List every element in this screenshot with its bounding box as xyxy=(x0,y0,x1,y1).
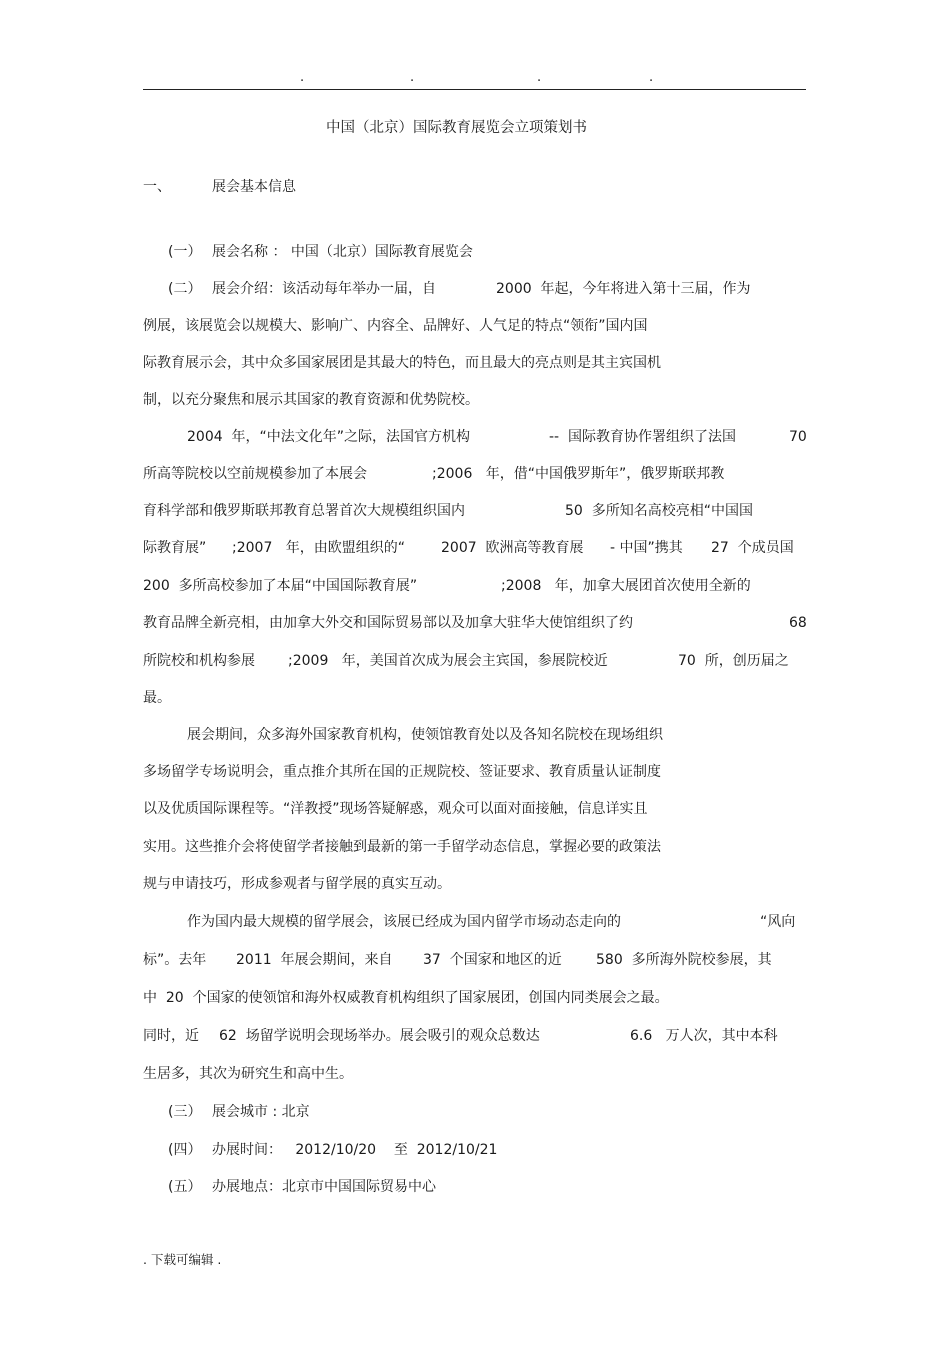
text-segment: 50 多所知名高校亮相“中国国 xyxy=(565,503,753,519)
text-segment: 70 xyxy=(789,429,807,445)
text-segment: 际教育展” xyxy=(143,540,207,556)
text-segment: 2000 年起，今年将进入第十三届，作为 xyxy=(496,281,751,297)
text-segment: 62 场留学说明会现场举办。展会吸引的观众总数达 xyxy=(219,1028,540,1044)
text-line: 规与申请技巧，形成参观者与留学展的真实互动。 xyxy=(143,876,451,892)
header-dot: . xyxy=(649,70,654,85)
text-segment: ;2006 年，借“中国俄罗斯年”，俄罗斯联邦教 xyxy=(432,466,725,482)
page-footer: . 下载可编辑 . xyxy=(143,1252,222,1267)
text-segment: 所高等院校以空前规模参加了本展会 xyxy=(143,466,367,482)
item-number: (五） xyxy=(168,1179,202,1195)
section-number: 一、 xyxy=(143,179,171,195)
text-segment: 68 xyxy=(789,615,807,631)
header-dot: . xyxy=(410,70,415,85)
text-segment: 27 个成员国 xyxy=(711,540,794,556)
text-line: 最。 xyxy=(143,690,171,706)
document-title: 中国（北京）国际教育展览会立项策划书 xyxy=(326,120,587,136)
text-segment: 展会介绍：该活动每年举办一届，自 xyxy=(212,281,436,297)
text-segment: 教育品牌全新亮相，由加拿大外交和国际贸易部以及加拿大驻华大使馆组织了约 xyxy=(143,615,633,631)
text-segment: 育科学部和俄罗斯联邦教育总署首次大规模组织国内 xyxy=(143,503,465,519)
text-segment: 2004 年，“中法文化年”之际，法国官方机构 xyxy=(187,429,471,445)
item-text: 展会城市 : 北京 xyxy=(212,1104,310,1120)
item-number: (三） xyxy=(168,1104,202,1120)
item-number: (四） xyxy=(168,1142,202,1158)
text-segment: 580 多所海外院校参展，其 xyxy=(596,952,772,968)
text-segment: 同时，近 xyxy=(143,1028,199,1044)
item-number: (一） xyxy=(168,244,202,260)
text-line: 例展，该展览会以规模大、影响广、内容全、品牌好、人气足的特点“领衔”国内国 xyxy=(143,318,648,334)
text-line: 际教育展示会，其中众多国家展团是其最大的特色，而且最大的亮点则是其主宾国机 xyxy=(143,355,661,371)
item-text: 办展地点：北京市中国国际贸易中心 xyxy=(212,1179,436,1195)
text-segment: 2011 年展会期间，来自 xyxy=(236,952,393,968)
text-segment: ;2008 年，加拿大展团首次使用全新的 xyxy=(501,578,751,594)
text-line: 多场留学专场说明会，重点推介其所在国的正规院校、签证要求、教育质量认证制度 xyxy=(143,764,661,780)
text-segment: ;2007 年，由欧盟组织的“ xyxy=(232,540,405,556)
text-segment: ;2009 年，美国首次成为展会主宾国，参展院校近 xyxy=(288,653,608,669)
text-segment: 70 所，创历届之 xyxy=(678,653,789,669)
item-text: 办展时间： 2012/10/20 至 2012/10/21 xyxy=(212,1142,498,1158)
text-segment: 2007 欧洲高等教育展 xyxy=(441,540,584,556)
text-line: 实用。这些推介会将使留学者接触到最新的第一手留学动态信息，掌握必要的政策法 xyxy=(143,839,661,855)
text-segment: 标”。去年 xyxy=(143,952,207,968)
item-number: (二） xyxy=(168,281,202,297)
text-segment: 37 个国家和地区的近 xyxy=(423,952,562,968)
text-line: 以及优质国际课程等。“洋教授”现场答疑解惑，观众可以面对面接触，信息详实且 xyxy=(143,801,648,817)
text-segment: - 中国”携其 xyxy=(610,540,683,556)
text-line: 生居多，其次为研究生和高中生。 xyxy=(143,1066,353,1082)
item-text: 展会名称 ： 中国（北京）国际教育展览会 xyxy=(212,244,473,260)
text-segment: 6.6 万人次，其中本科 xyxy=(630,1028,778,1044)
text-segment: “风向 xyxy=(760,914,796,930)
section-heading: 展会基本信息 xyxy=(212,179,296,195)
text-line: 展会期间，众多海外国家教育机构，使领馆教育处以及各知名院校在现场组织 xyxy=(187,727,663,743)
text-segment: -- 国际教育协作署组织了法国 xyxy=(549,429,737,445)
header-rule xyxy=(143,89,806,90)
text-line: 中 20 个国家的使领馆和海外权威教育机构组织了国家展团，创国内同类展会之最。 xyxy=(143,990,669,1006)
text-segment: 所院校和机构参展 xyxy=(143,653,255,669)
header-dot: . xyxy=(300,70,305,85)
text-line: 制，以充分聚焦和展示其国家的教育资源和优势院校。 xyxy=(143,392,479,408)
text-segment: 作为国内最大规模的留学展会，该展已经成为国内留学市场动态走向的 xyxy=(187,914,621,930)
text-segment: 200 多所高校参加了本届“中国国际教育展” xyxy=(143,578,418,594)
header-dot: . xyxy=(537,70,542,85)
